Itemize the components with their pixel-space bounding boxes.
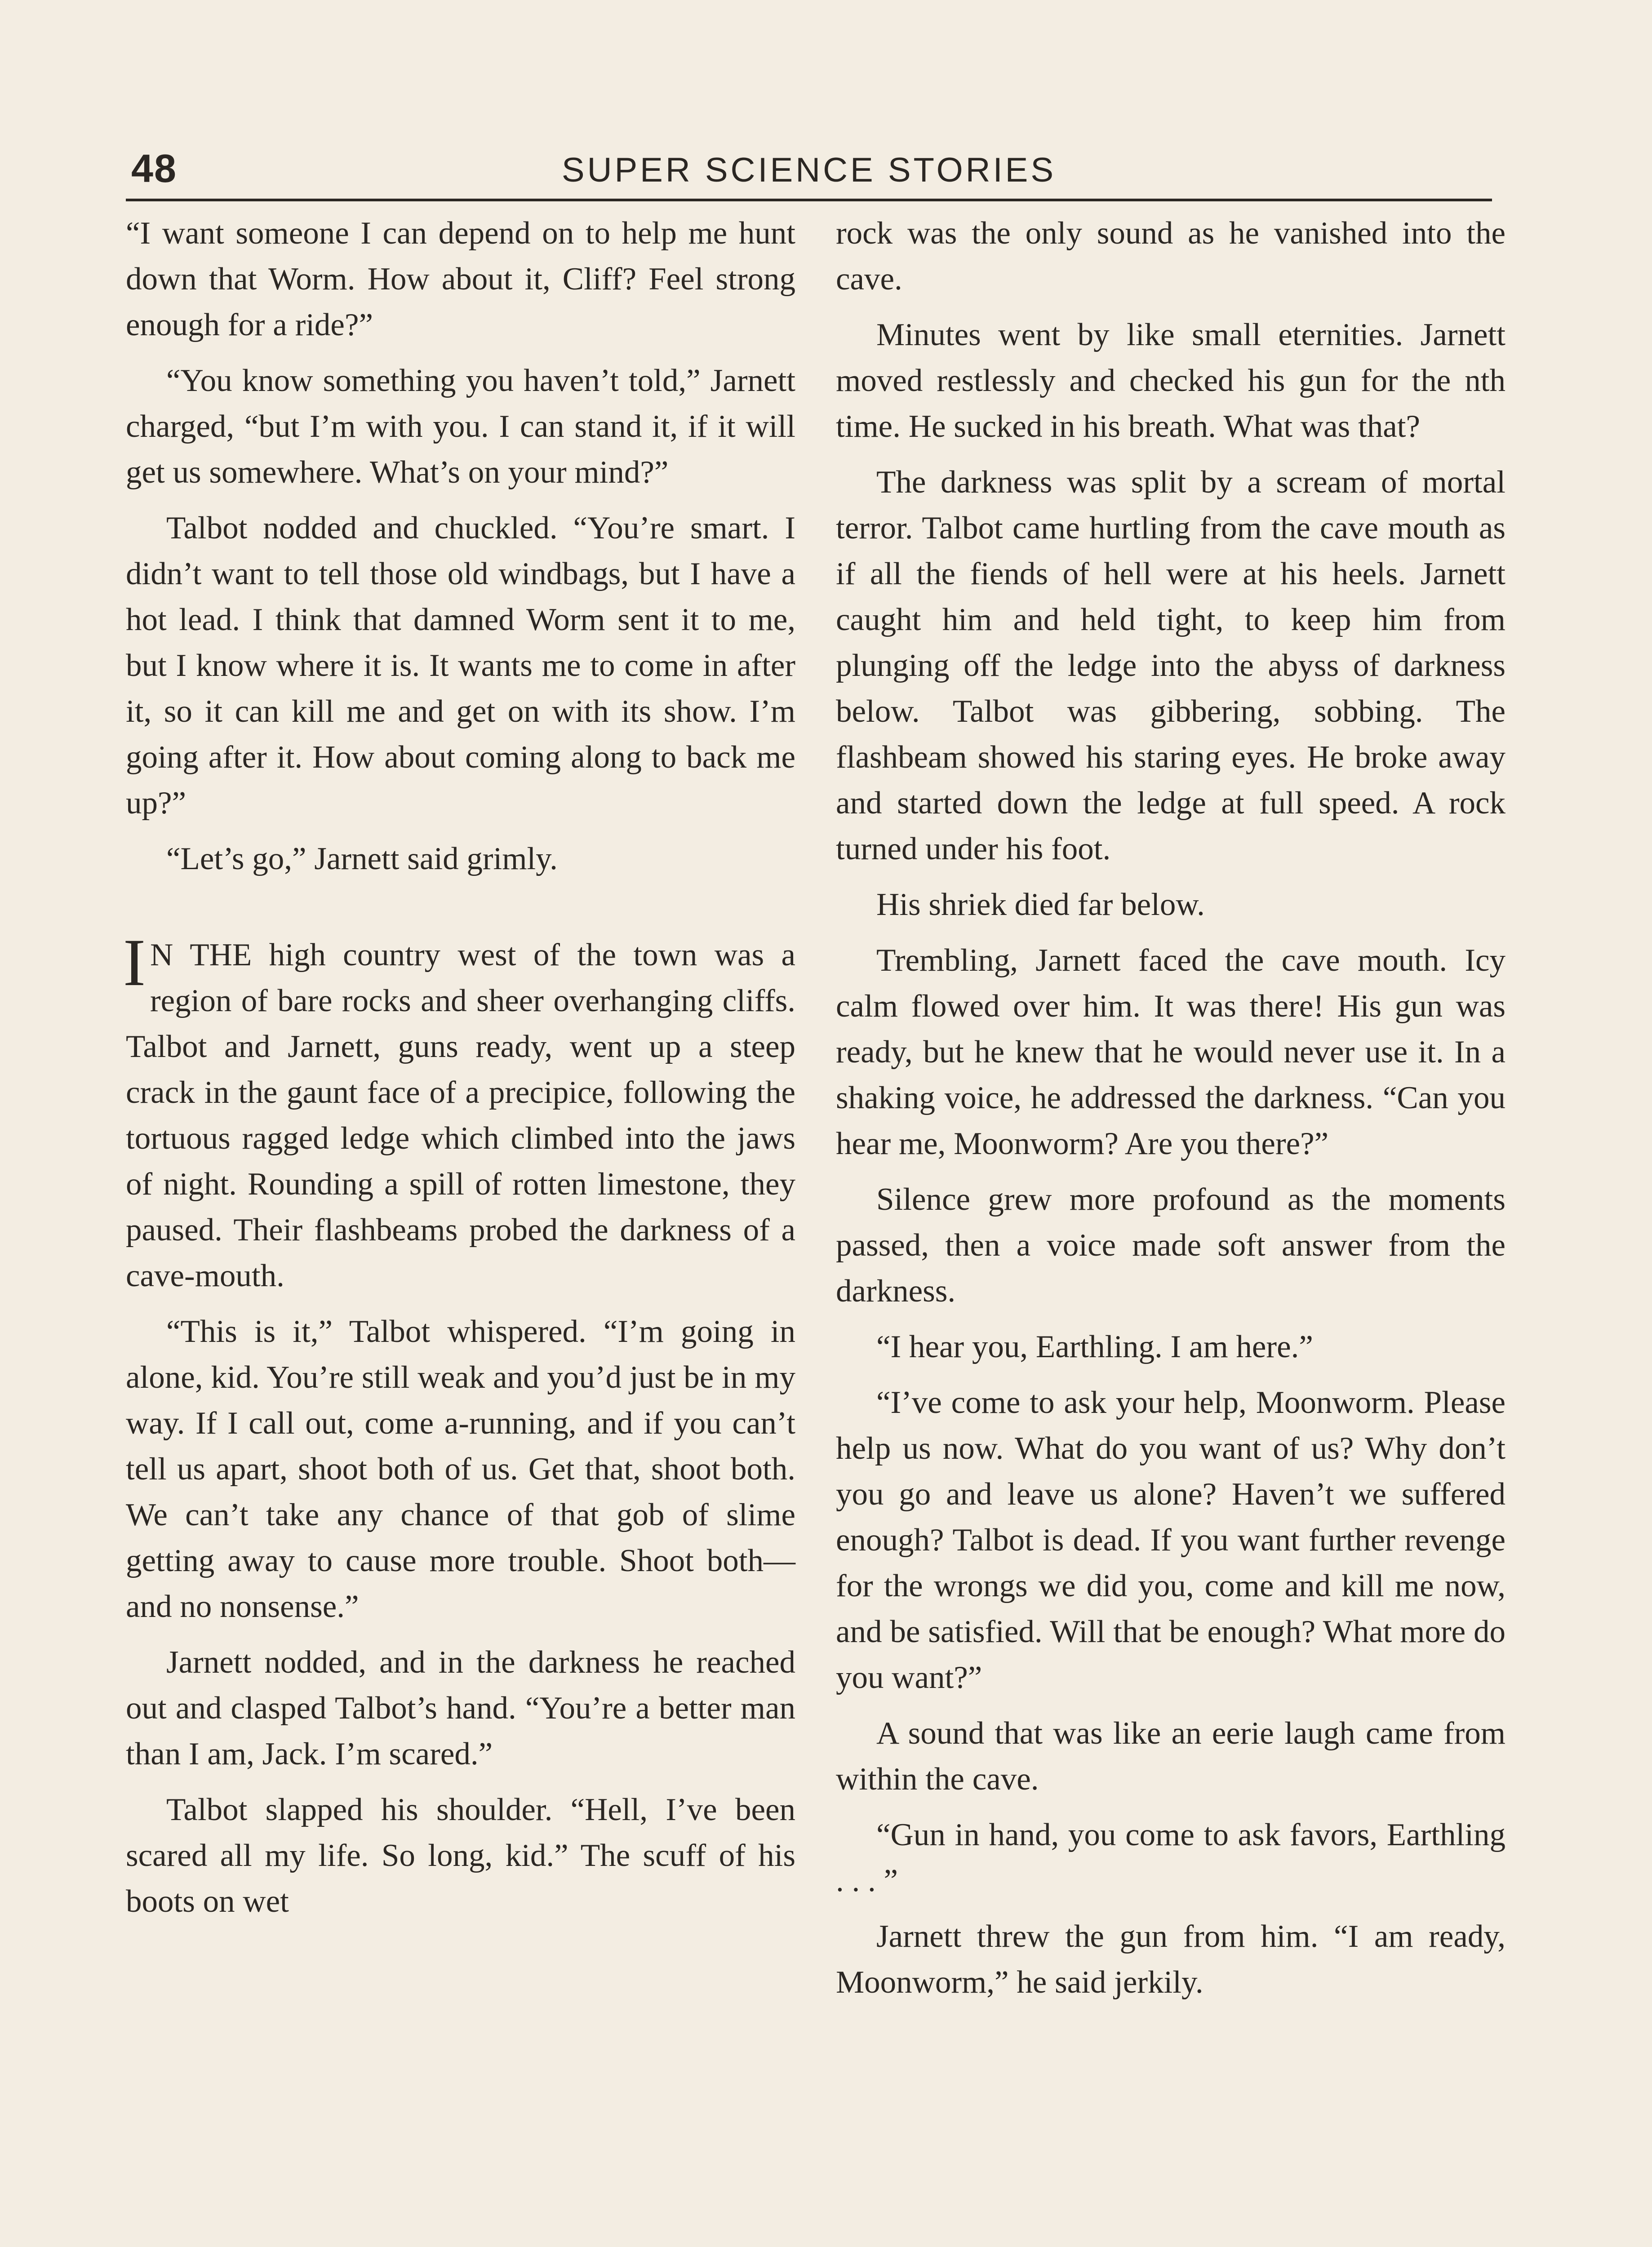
paragraph: Talbot nodded and chuckled. “You’re smart. I didn’t want to tell those old windbags, but I have a hot lead. I think that damned Worm sent it to me, but I know where it is. It wants me to come in after it, so it can kill me and get on with its show. I’m going after it. How about coming along to back me up?”: [126, 511, 795, 821]
paragraph: The darkness was split by a scream of mortal terror. Talbot came hurtling from the cave mouth as if all the fiends of hell were at his heels. Jarnett caught him and held tight, to keep him from plunging off the ledge into the abyss of darkness below. Talbot was gibbering, sobbing. The flashbeam showed his staring eyes. He broke away and started down the ledge at full speed. A rock turned under his foot.: [836, 465, 1505, 866]
paragraph: “This is it,” Talbot whispered. “I’m going in alone, kid. You’re still weak and you’d just be in my way. If I call out, come a-running, and if you can’t tell us apart, shoot both of us. Get that, shoot both. We can’t take any chance of that gob of slime getting away to cause more trouble. Shoot both—and no nonsense.”: [126, 1314, 795, 1624]
paragraph: Talbot slapped his shoulder. “Hell, I’ve been scared all my life. So long, kid.” The scuff of his boots on wet: [126, 1792, 795, 1919]
drop-cap: I: [123, 925, 146, 1000]
paragraph: “Let’s go,” Jarnett said grimly.: [166, 841, 558, 876]
paragraph: “I want someone I can depend on to help me hunt down that Worm. How about it, Cliff? Feel strong enough for a ride?”: [126, 216, 795, 342]
paragraph: “I hear you, Earthling. I am here.”: [876, 1329, 1313, 1364]
paragraph: His shriek died far below.: [876, 887, 1205, 922]
page-number: 48: [131, 146, 177, 191]
left-column: [123, 210, 795, 2247]
right-column: [836, 210, 1505, 2247]
paragraph: A sound that was like an eerie laugh came from within the cave.: [836, 1716, 1505, 1797]
paragraph: rock was the only sound as he vanished into the cave.: [836, 216, 1505, 297]
paragraph: Trembling, Jarnett faced the cave mouth. Icy calm flowed over him. It was there! His gun was ready, but he knew that he would never use it. In a shaking voice, he addressed the darkness. “Can you hear me, Moonworm? Are you there?”: [836, 943, 1505, 1161]
paragraph: Jarnett nodded, and in the darkness he reached out and clasped Talbot’s hand. “You’re a better man than I am, Jack. I’m scared.”: [126, 1645, 795, 1772]
paragraph-text: N THE high country west of the town was a region of bare rocks and sheer overhanging cliffs. Talbot and Jarnett, guns ready, went up a steep crack in the gaunt face of a precipice, following the tortuous ragged ledge which climbed into the jaws of night. Rounding a spill of rotten limestone, they paused. Their flashbeams probed the darkness of a cave-mouth.: [126, 937, 795, 1293]
running-title: SUPER SCIENCE STORIES: [561, 151, 1057, 189]
paragraph: “I’ve come to ask your help, Moonworm. Please help us now. What do you want of us? Why don’t you go and leave us alone? Haven’t we suffered enough? Talbot is dead. If you want further revenge for the wrongs we did you, come and kill me now, and be satisfied. Will that be enough? What more do you want?”: [836, 1385, 1505, 1695]
section-opening-paragraph: [123, 925, 795, 1299]
section-break: [126, 892, 795, 932]
paragraph: Jarnett threw the gun from him. “I am ready, Moonworm,” he said jerkily.: [836, 1919, 1505, 2000]
header-rule: [126, 199, 1492, 201]
paragraph: “You know something you haven’t told,” Jarnett charged, “but I’m with you. I can stand it, if it will get us somewhere. What’s on your mind?”: [126, 363, 795, 490]
paragraph: Silence grew more profound as the moments passed, then a voice made soft answer from the darkness.: [836, 1182, 1505, 1309]
paragraph: Minutes went by like small eternities. Jarnett moved restlessly and checked his gun for the nth time. He sucked in his breath. What was that?: [836, 317, 1505, 444]
paragraph: “Gun in hand, you come to ask favors, Earthling . . . ”: [836, 1817, 1505, 1898]
page-header: [126, 146, 1492, 195]
